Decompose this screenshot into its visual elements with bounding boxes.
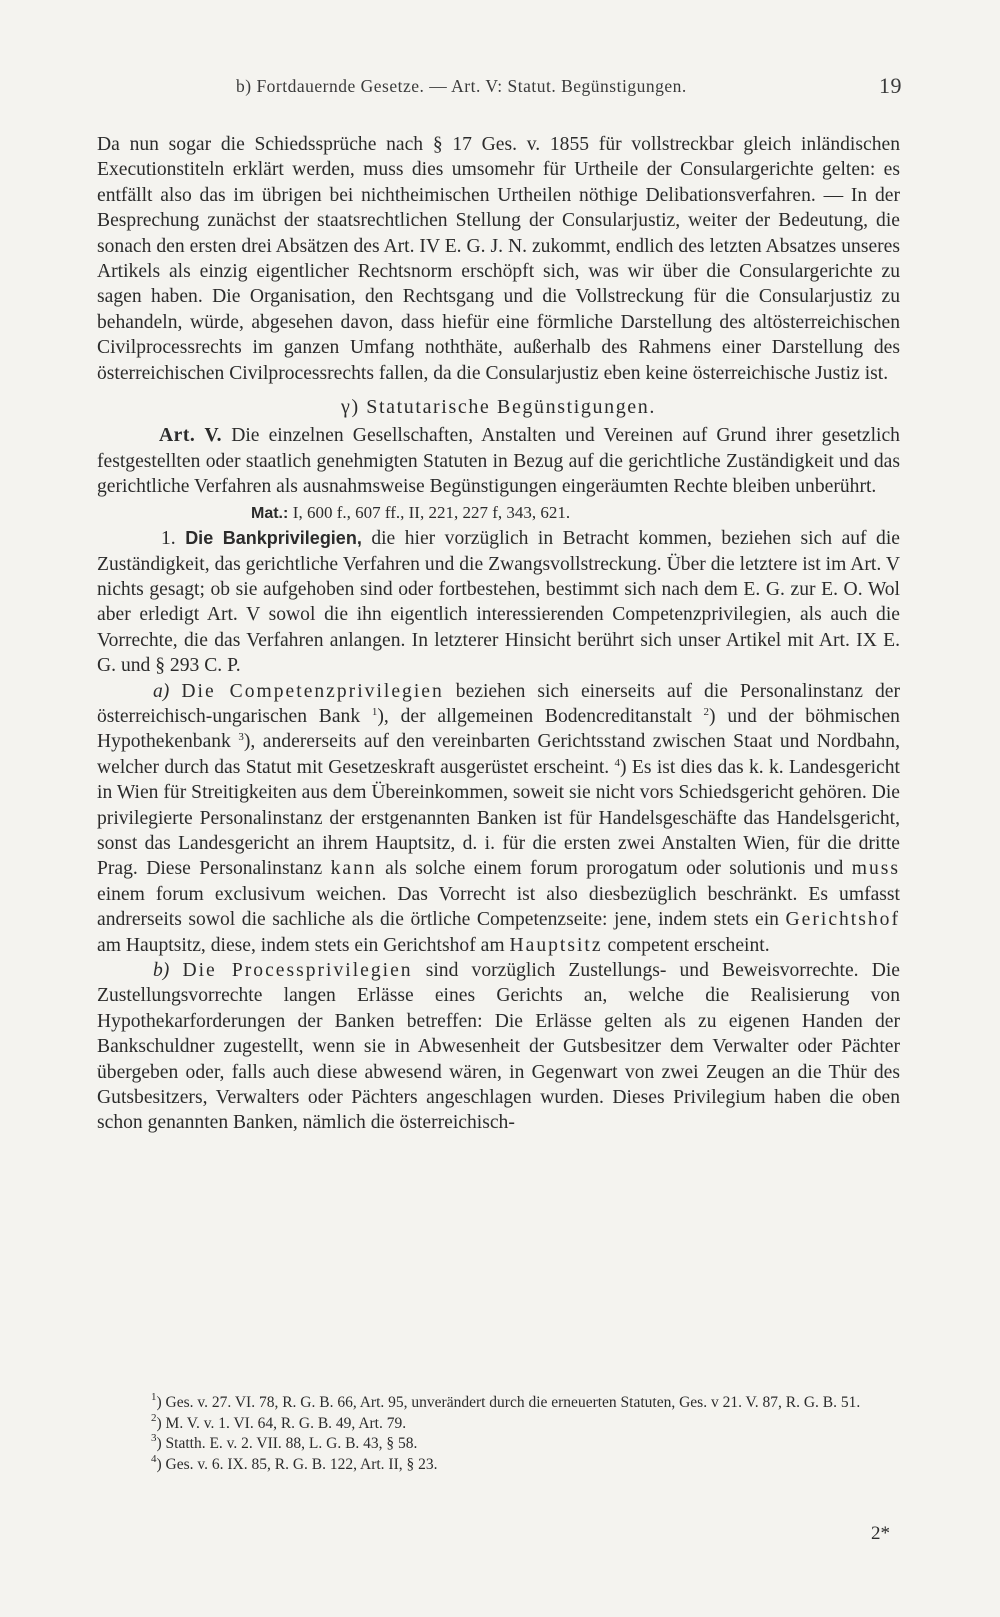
subsection-b — [97, 958, 900, 1136]
materials-reference — [97, 500, 900, 526]
running-header — [236, 73, 902, 106]
subsection-a-label: a) — [153, 680, 170, 702]
text-run: als solche einem forum prorogatum oder solutionis und — [385, 858, 844, 880]
subsection-a: a) Die Competenzprivilegien beziehen sich einerseits auf die Personalinstanz der österreichisch-ungarischen Bank $^1$), der allgemeinen Bodencreditanstalt $^2$) und der böhmischen Hypothekenbank $^3$), andererseits auf den vereinbarten Gerichtsstand zwischen Staat und Nordbahn, welcher durch das Statut mit Gesetzeskraft ausgerüstet erscheint. $^4$) Es ist dies das k. k. Landesgericht in Wien für Streitigkeiten aus dem Übereinkommen, soweit sie nicht vors Schiedsgericht gehören. Die privilegierte Personalinstanz der erstgenannten Banken ist für Handelsgeschäfte das Handelsgericht, sonst das Landesgericht an ihrem Hauptsitz, d. i. für die ersten zwei Anstalten Wien, für die dritte Prag. Diese Personalinstanz kann als solche einem forum prorogatum oder solutionis und muss einem forum exclusivum weichen. Das Vorrecht ist also diesbezüglich beschränkt. Es umfasst andrerseits sowol die sachliche als die örtliche Competenzseite: jene, indem stets ein Gerichtshof am Hauptsitz, diese, indem stets ein Gerichtshof am Hauptsitz competent erscheint. — [97, 680, 901, 956]
text-run: , der allgemeinen Bodencreditanstalt — [383, 705, 692, 727]
footnote-mark: 4 — [151, 1452, 157, 1465]
footnote-2: $^2$) M. V. v. 1. VI. 64, R. G. B. 49, Art. 79. — [151, 1411, 407, 1432]
footnote-ref: 3 — [238, 731, 244, 744]
footnote-4: $^4$) Ges. v. 6. IX. 85, R. G. B. 122, Art. II, § 23. — [151, 1452, 438, 1473]
subsection-b-title: Die Processprivilegien — [182, 960, 413, 981]
text-run: am Hauptsitz, diese, indem stets ein Gerichtshof am — [97, 934, 505, 956]
signature-mark: 2* — [871, 1523, 890, 1544]
footnotes — [97, 1393, 900, 1475]
paragraph-consularjustiz: Da nun sogar die Schiedssprüche nach § 17 Ges. v. 1855 für vollstreckbar gleich inländischen Executionstiteln erklärt werden, muss dies umsomehr für Urtheile der Consulargerichte gelten: es entfällt also das im übrigen bei nichtheimischen Urtheilen nöthige Delibationsverfahren. — In der Besprechung zunächst der staatsrechtlichen Stellung der Consularjustiz, weiter der Bedeutung, die sonach den ersten drei Absätzen des Art. IV E. G. J. N. zukommt, endlich des letzten Absatzes unseres Artikels als einzig eigentlicher Rechtsnorm erschöpft sich, was wir über die Consulargerichte zu sagen haben. Die Organisation, den Rechtsgang und die Vollstreckung für die Consularjustiz zu behandeln, würde, abgesehen davon, dass hiefür eine förmliche Darstellung des altösterreichischen Civilprocessrechts im ganzen Umfang noththäte, außerhalb des Rahmens einer Darstellung des österreichischen Civilprocessrechts fallen, da die Consularjustiz eben keine österreichische Justiz ist. — [97, 134, 900, 384]
footnote-ref: 4 — [614, 756, 621, 769]
footnote-1: $^1$) Ges. v. 27. VI. 78, R. G. B. 66, Art. 95, unverändert durch die erneuerten Statuten, Ges. v 21. V. 87, R. G. B. 51. — [151, 1391, 861, 1411]
footnote-text: Statth. E. v. 2. VII. 88, L. G. B. 43, § 58. — [165, 1435, 418, 1452]
footnote-mark: 1 — [151, 1391, 157, 1403]
text-spaced: Hauptsitz — [509, 934, 603, 956]
page-number: 19 — [879, 73, 902, 98]
footnote-text: Ges. v. 27. VI. 78, R. G. B. 66, Art. 95, unverändert durch die erneuerten Statuten, Ges. v 21. V. 87, R. G. B. 51. — [165, 1394, 861, 1411]
text-run: beziehen sich einerseits auf die Personalinstanz der österreichisch-ungarischen Bank — [97, 680, 900, 727]
section-heading: γ) Statutarische Begünstigungen. — [341, 396, 656, 419]
text-run: und der böhmischen Hypothekenbank — [97, 705, 900, 753]
section-text: die hier vorzüglich in Betracht kommen, beziehen sich auf die Zuständigkeit, das gerichtliche Verfahren und die Zwangsvollstreckung. Über die letztere ist im Art. V nichts gesagt; ob sie aufgehoben sind oder fortbestehen, bestimmt sich nach dem E. G. zur E. O. Wol aber erledigt Art. V sowol die ihn eigentlich interessierenden Competenzprivilegien, als auch die Vorrechte, die das Verfahren anlangen. In letzterer Hinsicht berührt sich unser Artikel mit Art. IX E. G. und § 293 C. P. — [97, 528, 900, 677]
section-number: 1. — [161, 528, 176, 550]
text-run: sind vorzüglich Zustellungs- und Beweisvorrechte. Die Zustellungsvorrechte langen Erlässe eines Gerichts an, welche die Realisierung von Hypothekarforderungen der Banken betreffen: Die Erlässe gelten als zu eigenen Handen der Bankschuldner zugestellt, wenn sie in Abwesenheit der Gutsbesitzer dem Verwalter oder Pächter übergeben oder, falls auch diese abwesend wären, in Gegenwart von zwei Zeugen an die Thür des Gutsbesitzers, Verwalters oder Pächters angeschlagen wurden. Dieses Privilegium haben die oben schon genannten Banken, nämlich die österreichisch- — [97, 960, 900, 1134]
running-title: b) Fortdauernde Gesetze. — Art. V: Statut. Begünstigungen. — [236, 76, 687, 96]
footnote-mark: 3 — [151, 1432, 157, 1444]
main-text — [97, 132, 900, 1136]
footnote-mark: 2 — [151, 1411, 157, 1424]
footnote-text: Ges. v. 6. IX. 85, R. G. B. 122, Art. II, § 23. — [165, 1455, 438, 1473]
text-run: Es ist dies das k. k. Landesgericht in Wien für Streitigkeiten aus dem Übereinkommen, soweit sie nicht vors Schiedsgericht gehören. Die privilegierte Personalinstanz der erstgenannten Banken ist für Handelsgeschäfte das Handelsgericht, sonst das Landesgericht an ihrem Hauptsitz, d. i. für die ersten zwei Anstalten Wien, für die dritte Prag. Diese Personalinstanz — [97, 756, 900, 880]
mat-text: I, 600 f., 607 ff., II, 221, 227 f, 343, 621. — [292, 502, 571, 522]
article-label: Art. V. — [159, 425, 223, 447]
text-run: einem forum exclusivum weichen. Das Vorrecht ist also diesbezüglich beschränkt. Es umfasst andrerseits sowol die sachliche als die örtliche Competenzseite: jene, indem stets ein — [97, 883, 900, 931]
footnote-ref: 2 — [703, 705, 710, 718]
subsection-a-title: Die Competenzprivilegien — [181, 680, 444, 702]
text-run: competent erscheint. — [607, 934, 770, 956]
footnote-3: $^3$) Statth. E. v. 2. VII. 88, L. G. B. 43, § 58. — [151, 1432, 418, 1452]
footnote-ref: 1 — [371, 705, 378, 718]
section-label: Die Bankprivilegien, — [185, 528, 362, 549]
text-spaced: kann — [330, 858, 377, 880]
article-body: Die einzelnen Gesellschaften, Anstalten und Vereinen auf Grund ihrer gesetzlich festgestellten oder staatlich genehmigten Statuten in Bezug auf die gerichtliche Zuständigkeit und das gerichtliche Verfahren als ausnahmsweise Begünstigungen eingeräumten Rechte bleiben unberührt. — [97, 425, 900, 498]
text-spaced: Gerichtshof — [785, 909, 900, 931]
section-bankprivilegien — [97, 526, 900, 678]
mat-label: Mat.: — [251, 504, 289, 522]
footnote-text: M. V. v. 1. VI. 64, R. G. B. 49, Art. 79. — [165, 1414, 407, 1432]
text-run: , andererseits auf den vereinbarten Gerichtsstand zwischen Staat und Nordbahn, welcher durch das Statut mit Gesetzeskraft ausgerüstet erscheint. — [97, 731, 900, 778]
text-spaced: muss — [851, 858, 901, 880]
article-v-text — [97, 423, 900, 499]
subsection-b-label: b) — [153, 960, 170, 981]
